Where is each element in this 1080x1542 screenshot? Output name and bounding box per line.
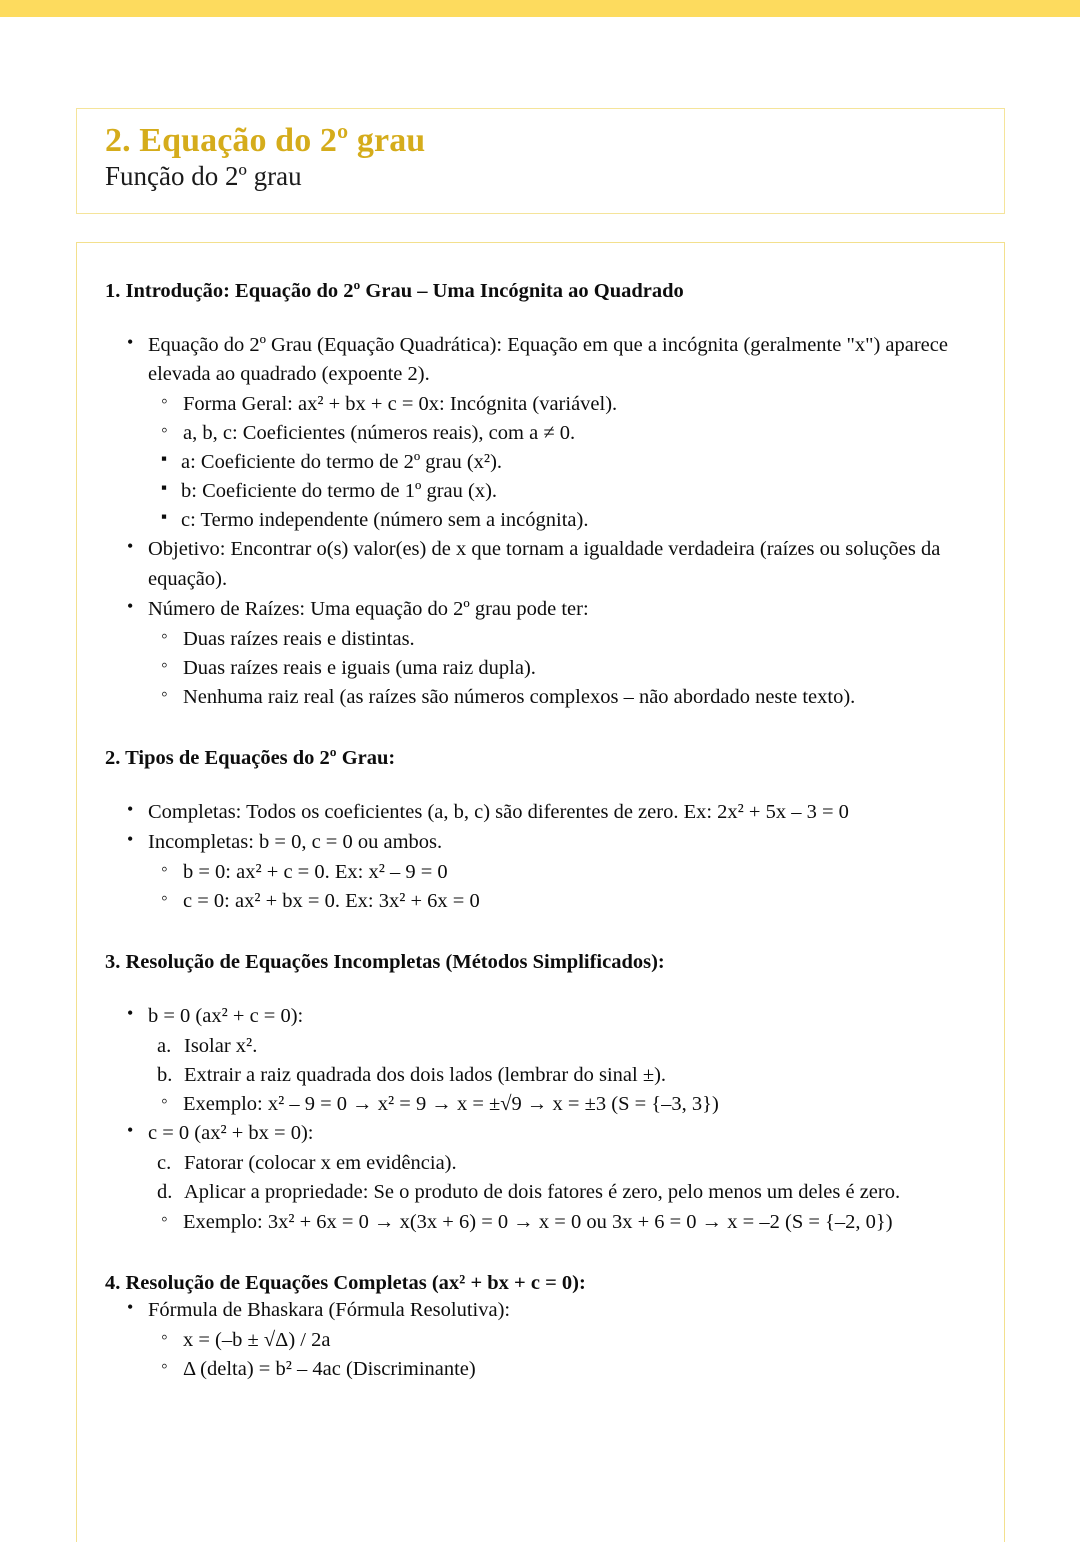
list-item-label: Aplicar a propriedade: Se o produto de dois fatores é zero, pelo menos um deles é zero. [184, 1181, 901, 1204]
list-item: ◦ Δ (delta) = b² – 4ac (Discriminante) [143, 1355, 982, 1384]
list-item: • Número de Raízes: Uma equação do 2º grau pode ter: [105, 595, 982, 624]
list-marker: b. [157, 1063, 173, 1086]
list-item [157, 1032, 982, 1061]
section-1-subsublist [145, 448, 982, 535]
section-heading-1: 1. Introdução: Equação do 2º Grau – Uma Incógnita ao Quadrado [105, 280, 684, 302]
list-item: • Fórmula de Bhaskara (Fórmula Resolutiva): [105, 1296, 982, 1325]
list-item: ◦ b = 0: ax² + c = 0. Ex: x² – 9 = 0 [143, 858, 982, 887]
document-content-card [76, 242, 1005, 1542]
page-subtitle: Função do 2º grau [105, 161, 302, 192]
list-item: • b = 0 (ax² + c = 0): [105, 1002, 982, 1031]
list-marker: a. [157, 1034, 172, 1057]
top-accent-band [0, 0, 1080, 17]
list-item [157, 1178, 982, 1207]
page-title: 2. Equação do 2º grau [105, 122, 426, 159]
list-item-label: Fatorar (colocar x em evidência). [184, 1152, 457, 1175]
list-item: ◦ Exemplo: 3x² + 6x = 0 → x(3x + 6) = 0 → x = 0 ou 3x + 6 = 0 → x = –2 (S = {–2, 0}) [143, 1208, 982, 1237]
list-item: • Completas: Todos os coeficientes (a, b, c) são diferentes de zero. Ex: 2x² + 5x – 3 = 0 [105, 798, 982, 827]
list-item: ◦ Forma Geral: ax² + bx + c = 0x: Incógnita (variável). [143, 390, 982, 419]
document-title-card [76, 108, 1005, 214]
section-3-example-a [143, 1090, 982, 1119]
list-item: • Objetivo: Encontrar o(s) valor(es) de x que tornam a igualdade verdadeira (raízes ou soluções da equação). [105, 535, 982, 593]
list-item: ◦ Nenhuma raiz real (as raízes são números complexos – não abordado neste texto). [143, 683, 982, 712]
list-item [157, 1061, 982, 1090]
section-1-list [105, 331, 982, 389]
list-item: ▪ a: Coeficiente do termo de 2º grau (x²). [145, 448, 982, 477]
list-item: ◦ Duas raízes reais e distintas. [143, 625, 982, 654]
section-1-sublist-b [143, 625, 982, 712]
list-item: • c = 0 (ax² + bx = 0): [105, 1119, 982, 1148]
list-item-label: Extrair a raiz quadrada dos dois lados (lembrar do sinal ±). [184, 1063, 667, 1086]
list-item: ▪ c: Termo independente (número sem a incógnita). [145, 506, 982, 535]
section-2-list [105, 798, 982, 857]
section-4-sublist [143, 1326, 982, 1384]
section-3-list-cont [105, 1119, 982, 1148]
section-heading-4: 4. Resolução de Equações Completas (ax² + bx + c = 0): [105, 1271, 586, 1294]
list-item: • Incompletas: b = 0, c = 0 ou ambos. [105, 828, 982, 857]
list-item-label: Isolar x². [184, 1034, 258, 1057]
list-item: ▪ b: Coeficiente do termo de 1º grau (x). [145, 477, 982, 506]
list-item: ◦ c = 0: ax² + bx = 0. Ex: 3x² + 6x = 0 [143, 887, 982, 916]
list-item [157, 1149, 982, 1178]
section-3-ordered-list-b [157, 1149, 982, 1207]
list-marker: d. [157, 1181, 173, 1204]
section-heading-3: 3. Resolução de Equações Incompletas (Métodos Simplificados): [105, 951, 665, 974]
section-heading-2: 2. Tipos de Equações do 2º Grau: [105, 747, 396, 770]
section-3-example-b [143, 1208, 982, 1237]
section-3-ordered-list-a [157, 1032, 982, 1090]
list-item: ◦ Exemplo: x² – 9 = 0 → x² = 9 → x = ±√9 → x = ±3 (S = {–3, 3}) [143, 1090, 982, 1119]
list-marker: c. [157, 1152, 172, 1175]
list-item: ◦ x = (–b ± √Δ) / 2a [143, 1326, 982, 1355]
section-4-list [105, 1296, 982, 1325]
section-3-list [105, 1002, 982, 1031]
section-2-sublist [143, 858, 982, 916]
list-item: ◦ Duas raízes reais e iguais (uma raiz dupla). [143, 654, 982, 683]
section-1-sublist-a [143, 390, 982, 448]
list-item: ◦ a, b, c: Coeficientes (números reais), com a ≠ 0. [143, 419, 982, 448]
section-1-list-cont [105, 535, 982, 623]
list-item: • Equação do 2º Grau (Equação Quadrática): Equação em que a incógnita (geralmente "x") aparece elevada ao quadrado (expoente 2). [105, 331, 982, 389]
